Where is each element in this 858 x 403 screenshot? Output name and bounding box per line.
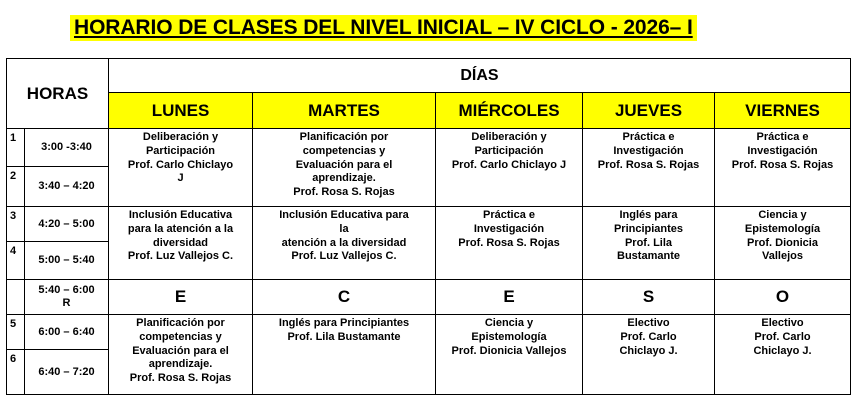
class-line: Bustamante: [617, 250, 680, 263]
class-line: Práctica e: [483, 209, 535, 221]
slot-number: 5: [7, 315, 25, 350]
class-line: J: [177, 172, 184, 185]
class-line: Planificación por: [299, 131, 389, 143]
class-line: Prof. Carlo: [620, 330, 677, 343]
class-line: Inclusión Educativa para: [279, 209, 409, 221]
slot-time: 3:00 -3:40: [25, 129, 109, 167]
class-line: Evaluación para el: [295, 158, 393, 171]
slot-number: 4: [7, 242, 25, 280]
recess-letter: S: [583, 280, 715, 315]
class-cell: [253, 207, 436, 280]
class-line: Participación: [145, 144, 216, 157]
class-cell: [253, 315, 436, 394]
slot-number: 2: [7, 167, 25, 207]
day-header-martes: MARTES: [253, 93, 436, 129]
class-line: Prof. Luz Vallejos C.: [127, 250, 234, 263]
class-cell: [109, 207, 253, 280]
class-line: Prof. Carlo Chiclayo J: [451, 158, 567, 171]
class-line: Deliberación y: [142, 131, 219, 143]
class-line: Prof. Rosa S. Rojas: [597, 158, 700, 171]
class-line: Inglés para: [619, 209, 678, 221]
day-header-jueves: JUEVES: [583, 93, 715, 129]
slot-time: 5:40 – 6:00 R: [25, 280, 109, 315]
class-cell: [715, 207, 850, 280]
class-line: Investigación: [613, 144, 684, 157]
slot-time: 3:40 – 4:20: [25, 167, 109, 207]
class-line: para la atención a la: [127, 222, 234, 235]
class-cell: [583, 129, 715, 207]
day-header-miercoles: MIÉRCOLES: [436, 93, 583, 129]
class-line: Investigación: [473, 222, 545, 235]
class-cell: [253, 129, 436, 207]
class-line: Ciencia y: [758, 209, 807, 221]
class-line: Epistemología: [744, 222, 821, 235]
class-cell: [109, 315, 253, 394]
class-line: atención a la diversidad: [281, 236, 407, 249]
class-cell: [109, 129, 253, 207]
slot-time: 5:00 – 5:40: [25, 242, 109, 280]
class-line: Prof. Rosa S. Rojas: [731, 158, 834, 171]
class-line: Electivo: [761, 317, 804, 329]
class-line: Práctica e: [622, 131, 675, 143]
recess-letter: E: [436, 280, 583, 315]
class-line: Práctica e: [756, 131, 809, 143]
recess-letter: E: [109, 280, 253, 315]
recess-letter: O: [715, 280, 850, 315]
class-cell: [583, 207, 715, 280]
class-line: Investigación: [747, 144, 818, 157]
class-line: la: [339, 222, 349, 235]
dias-header: DÍAS: [109, 59, 850, 93]
class-line: competencias y: [139, 330, 222, 343]
class-line: Principiantes: [613, 222, 684, 235]
slot-number: [7, 280, 25, 315]
slot-time: 4:20 – 5:00: [25, 207, 109, 242]
slot-number: 3: [7, 207, 25, 242]
class-line: competencias y: [302, 144, 386, 157]
class-line: Prof. Luz Vallejos C.: [291, 250, 397, 263]
class-line: aprendizaje.: [148, 358, 213, 371]
class-line: Prof. Carlo Chiclayo: [127, 158, 234, 171]
class-line: Chiclayo J.: [753, 344, 812, 357]
class-line: Planificación por: [136, 317, 225, 329]
schedule-table: [6, 58, 851, 395]
page-title: HORARIO DE CLASES DEL NIVEL INICIAL – IV CICLO - 2026– I: [70, 15, 697, 41]
class-line: Prof. Dionicia Vallejos: [451, 344, 567, 357]
class-cell: [436, 129, 583, 207]
class-line: Prof. Lila Bustamante: [287, 330, 401, 343]
class-line: Prof. Carlo: [754, 330, 811, 343]
class-line: Prof. Rosa S. Rojas: [458, 236, 560, 249]
class-line: Vallejos: [762, 250, 803, 263]
class-line: Evaluación para el: [132, 344, 229, 357]
class-line: Prof. Lila: [624, 236, 673, 249]
class-line: diversidad: [152, 236, 209, 249]
class-line: Inglés para Principiantes: [278, 317, 410, 329]
day-header-lunes: LUNES: [109, 93, 253, 129]
class-cell: [715, 315, 850, 394]
slot-time: 6:00 – 6:40: [25, 315, 109, 350]
slot-number: 6: [7, 350, 25, 394]
recess-letter: C: [253, 280, 436, 315]
day-header-viernes: VIERNES: [715, 93, 850, 129]
class-line: Participación: [474, 144, 544, 157]
slot-number: 1: [7, 129, 25, 167]
class-cell: [436, 315, 583, 394]
class-line: Chiclayo J.: [619, 344, 678, 357]
class-line: Prof. Rosa S. Rojas: [129, 372, 232, 385]
class-line: Deliberación y: [471, 131, 547, 143]
class-line: Prof. Dionicia: [747, 236, 818, 249]
class-line: Epistemología: [471, 330, 547, 343]
slot-time: 6:40 – 7:20: [25, 350, 109, 394]
class-line: Inclusión Educativa: [128, 209, 233, 221]
class-line: aprendizaje.: [312, 172, 376, 185]
class-line: Electivo: [627, 317, 670, 329]
class-cell: [715, 129, 850, 207]
class-cell: [436, 207, 583, 280]
class-line: Ciencia y: [484, 317, 534, 329]
class-line: Prof. Rosa S. Rojas: [293, 186, 395, 199]
class-cell: [583, 315, 715, 394]
horas-header: HORAS: [7, 59, 109, 129]
